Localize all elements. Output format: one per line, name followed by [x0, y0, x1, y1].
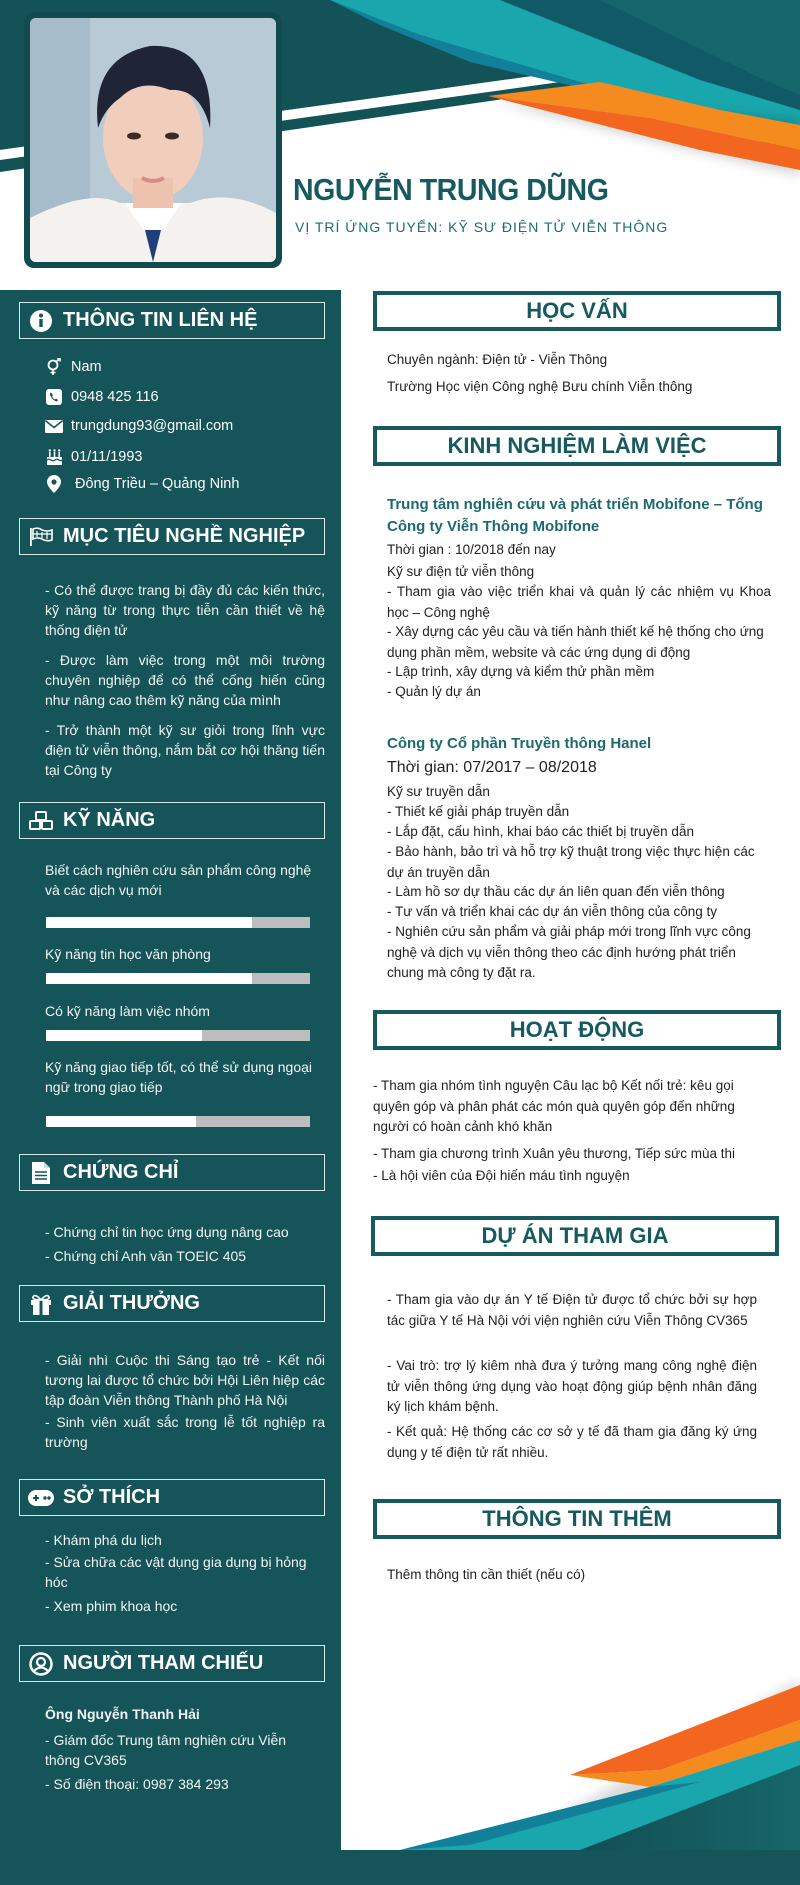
hobby-item: - Khám phá du lịch: [45, 1532, 162, 1548]
cubes-icon: [28, 808, 54, 834]
activity-item: - Tham gia nhóm tình nguyện Câu lạc bộ Kết nối trẻ: kêu gọi quyên góp và phân phát các món quà quyên góp đến những người có hoàn cảnh khó khăn: [373, 1078, 735, 1134]
contact-address: [45, 475, 239, 493]
header-orange-light: [488, 82, 800, 150]
header-teal-light: [330, 0, 800, 130]
skill-bar: [46, 1116, 310, 1127]
certificate-item: - Chứng chỉ tin học ứng dụng nâng cao: [45, 1224, 289, 1240]
birthday-cake-icon: [45, 448, 63, 466]
education-major: Chuyên ngành: Điện tử - Viễn Thông: [387, 352, 608, 367]
job-duty: - Tham gia vào việc triển khai và quản lý các nhiệm vụ Khoa học – Công nghệ: [387, 584, 771, 620]
job-role: Kỹ sư truyền dẫn: [387, 784, 490, 799]
header-orange-dark: [488, 96, 800, 170]
section-header-education: HỌC VẤN: [373, 291, 781, 331]
skill-bar-fill: [46, 1116, 196, 1127]
section-header-awards: [19, 1285, 325, 1322]
job-duty: - Tư vấn và triển khai các dự án viễn thông của công ty: [387, 904, 718, 919]
section-title: GIẢI THƯỞNG: [63, 1292, 200, 1314]
contact-value: 01/11/1993: [71, 449, 143, 465]
footer-orange-dark: [570, 1685, 800, 1775]
skill-bar: [46, 973, 310, 984]
contact-value: 0948 425 116: [71, 389, 159, 405]
section-header-references: [19, 1645, 325, 1682]
section-header-objective: [19, 518, 325, 555]
hobby-item: - Sửa chữa các vật dụng gia dụng bị hỏng hóc: [45, 1554, 307, 1590]
hobby-item: - Xem phim khoa học: [45, 1598, 178, 1614]
activity-item: - Là hội viên của Đội hiến máu tình nguyện: [373, 1168, 630, 1183]
job-duty: - Thiết kế giải pháp truyền dẫn: [387, 804, 570, 819]
job-time: Thời gian: 07/2017 – 08/2018: [387, 759, 597, 776]
project-item: - Tham gia vào dự án Y tế Điện tử được tổ chức bởi sự hợp tác giữa Y tế Hà Nội với viện nghiên cứu Viễn Thông CV365: [387, 1292, 757, 1328]
skill-bar-fill: [46, 973, 252, 984]
job-duty: - Quản lý dự án: [387, 684, 481, 699]
section-header-additional: THÔNG TIN THÊM: [373, 1499, 781, 1539]
section-header-contact: [19, 302, 325, 339]
section-title: THÔNG TIN LIÊN HỆ: [63, 309, 258, 331]
job-company: Công ty Cổ phần Truyền thông Hanel: [387, 735, 652, 752]
contact-value: trungdung93@gmail.com: [71, 418, 234, 434]
header-teal-mid: [330, 0, 620, 97]
project-item: - Vai trò: trợ lý kiêm nhà đưa ý tưởng mang công nghệ điện tử viễn thông ứng dụng vào hoạt động giúp bệnh nhân đăng ký lịch khám bệnh.: [387, 1358, 757, 1414]
applied-position: VỊ TRÍ ỨNG TUYỂN: KỸ SƯ ĐIỆN TỬ VIỄN THÔNG: [295, 219, 669, 235]
objective-item: - Trở thành một kỹ sư giỏi trong lĩnh vực điện tử viễn thông, nắm bắt cơ hội thăng tiến tại Công ty: [45, 722, 325, 778]
info-icon: [28, 308, 54, 334]
job-duty: - Làm hồ sơ dự thầu các dự án liên quan đến viễn thông: [387, 884, 725, 899]
reference-item: - Giám đốc Trung tâm nghiên cứu Viễn thông CV365: [45, 1732, 287, 1768]
footer-orange-light: [570, 1720, 800, 1787]
section-title: NGƯỜI THAM CHIẾU: [63, 1652, 264, 1674]
additional-text: Thêm thông tin cần thiết (nếu có): [387, 1567, 586, 1582]
footer-teal-dark: [580, 1765, 800, 1850]
profile-photo: [30, 18, 276, 262]
contact-value: Nam: [71, 359, 102, 375]
contact-phone[interactable]: [45, 388, 159, 406]
section-header-experience: KINH NGHIỆM LÀM VIỆC: [373, 426, 781, 466]
user-circle-icon: [28, 1651, 54, 1677]
skill-bar-fill: [46, 917, 252, 928]
header-teal-dark-right: [560, 0, 800, 110]
skill-label: Kỹ năng tin học văn phòng: [45, 946, 211, 962]
education-school: Trường Học viện Công nghệ Bưu chính Viễn thông: [387, 379, 693, 394]
skill-bar: [46, 917, 310, 928]
candidate-name: NGUYỄN TRUNG DŨNG: [293, 172, 609, 207]
section-title: CHỨNG CHỈ: [63, 1161, 179, 1183]
section-header-hobbies: [19, 1479, 325, 1516]
phone-icon: [45, 388, 63, 406]
gift-icon: [28, 1291, 54, 1317]
footer-shadow: [500, 1680, 800, 1850]
footer-teal-mid: [400, 1782, 700, 1850]
section-header-projects: DỰ ÁN THAM GIA: [371, 1216, 779, 1256]
certificate-item: - Chứng chỉ Anh văn TOEIC 405: [45, 1248, 247, 1264]
section-header-certificates: [19, 1154, 325, 1191]
contact-email[interactable]: [45, 417, 233, 435]
section-title: MỤC TIÊU NGHỀ NGHIỆP: [63, 525, 306, 547]
skill-label: Có kỹ năng làm việc nhóm: [45, 1003, 210, 1019]
header-orange-shadow: [490, 100, 800, 175]
skill-bar-fill: [46, 1030, 202, 1041]
award-item: - Giải nhì Cuộc thi Sáng tạo trẻ - Kết nối tương lai được tổ chức bởi Hội Liên hiệp các tập đoàn Viễn thông Thành phố Hà Nội: [45, 1352, 325, 1408]
job-duty: - Xây dựng các yêu cầu và tiến hành thiết kế hệ thống cho ứng dụng phần mềm, website và các ứng dụng di động: [387, 624, 764, 660]
job-company: Trung tâm nghiên cứu và phát triển Mobifone – Tổng Công ty Viễn Thông Mobifone: [387, 496, 763, 535]
job-duty: - Lắp đặt, cấu hình, khai báo các thiết bị truyền dẫn: [387, 824, 694, 839]
award-item: - Sinh viên xuất sắc trong lễ tốt nghiệp ra trường: [45, 1414, 325, 1450]
section-header-activities: HOẠT ĐỘNG: [373, 1010, 781, 1050]
job-time: Thời gian : 10/2018 đến nay: [387, 542, 556, 557]
skill-label: Kỹ năng giao tiếp tốt, có thể sử dụng ngoại ngữ trong giao tiếp: [45, 1059, 313, 1095]
section-title: KỸ NĂNG: [63, 809, 156, 831]
contact-gender: [45, 358, 102, 376]
reference-item: - Số điện thoại: 0987 384 293: [45, 1776, 229, 1792]
sidebar: [0, 290, 341, 1885]
objective-item: - Được làm việc trong một môi trường chuyên nghiệp để có thể cống hiến cũng như nâng cao thêm kỹ năng của mình: [45, 652, 325, 708]
skill-bar: [46, 1030, 310, 1041]
activity-item: - Tham gia chương trình Xuân yêu thương, Tiếp sức mùa thi: [373, 1146, 735, 1161]
email-icon: [45, 417, 63, 435]
section-title: SỞ THÍCH: [63, 1486, 161, 1508]
objective-item: - Có thể được trang bị đầy đủ các kiến thức, kỹ năng từ trong thực tiễn cần thiết về hệ thống điện tử: [45, 582, 325, 638]
contact-value: Đông Triều – Quảng Ninh: [75, 476, 240, 492]
location-pin-icon: [45, 475, 63, 493]
skill-label: Biết cách nghiên cứu sản phẩm công nghệ và các dịch vụ mới: [45, 862, 312, 898]
section-header-skills: [19, 802, 325, 839]
job-duty: - Bảo hành, bảo trì và hỗ trợ kỹ thuật trong việc thực hiện các dự án truyền dẫn: [387, 844, 755, 880]
reference-name: Ông Nguyễn Thanh Hải: [45, 1706, 200, 1722]
profile-photo-frame: [24, 12, 282, 268]
job-duty: - Lập trình, xây dựng và kiểm thử phần mềm: [387, 664, 655, 679]
project-item: - Kết quả: Hệ thống các cơ sở y tế đã tham gia đăng ký ứng dụng y tế điện tử rất nhiều.: [387, 1424, 757, 1460]
job-role: Kỹ sư điện tử viễn thông: [387, 564, 535, 579]
job-duty: - Nghiên cứu sản phẩm và giải pháp mới trong lĩnh vực công nghệ và dịch vụ viễn thông theo các định hướng phát triển chung mà công ty đặt ra.: [387, 924, 751, 980]
contact-birthday: [45, 448, 143, 466]
gamepad-icon: [28, 1485, 54, 1511]
gender-icon: [45, 358, 63, 376]
footer-teal-light: [400, 1740, 800, 1850]
flag-icon: [28, 524, 54, 550]
document-icon: [28, 1160, 54, 1186]
